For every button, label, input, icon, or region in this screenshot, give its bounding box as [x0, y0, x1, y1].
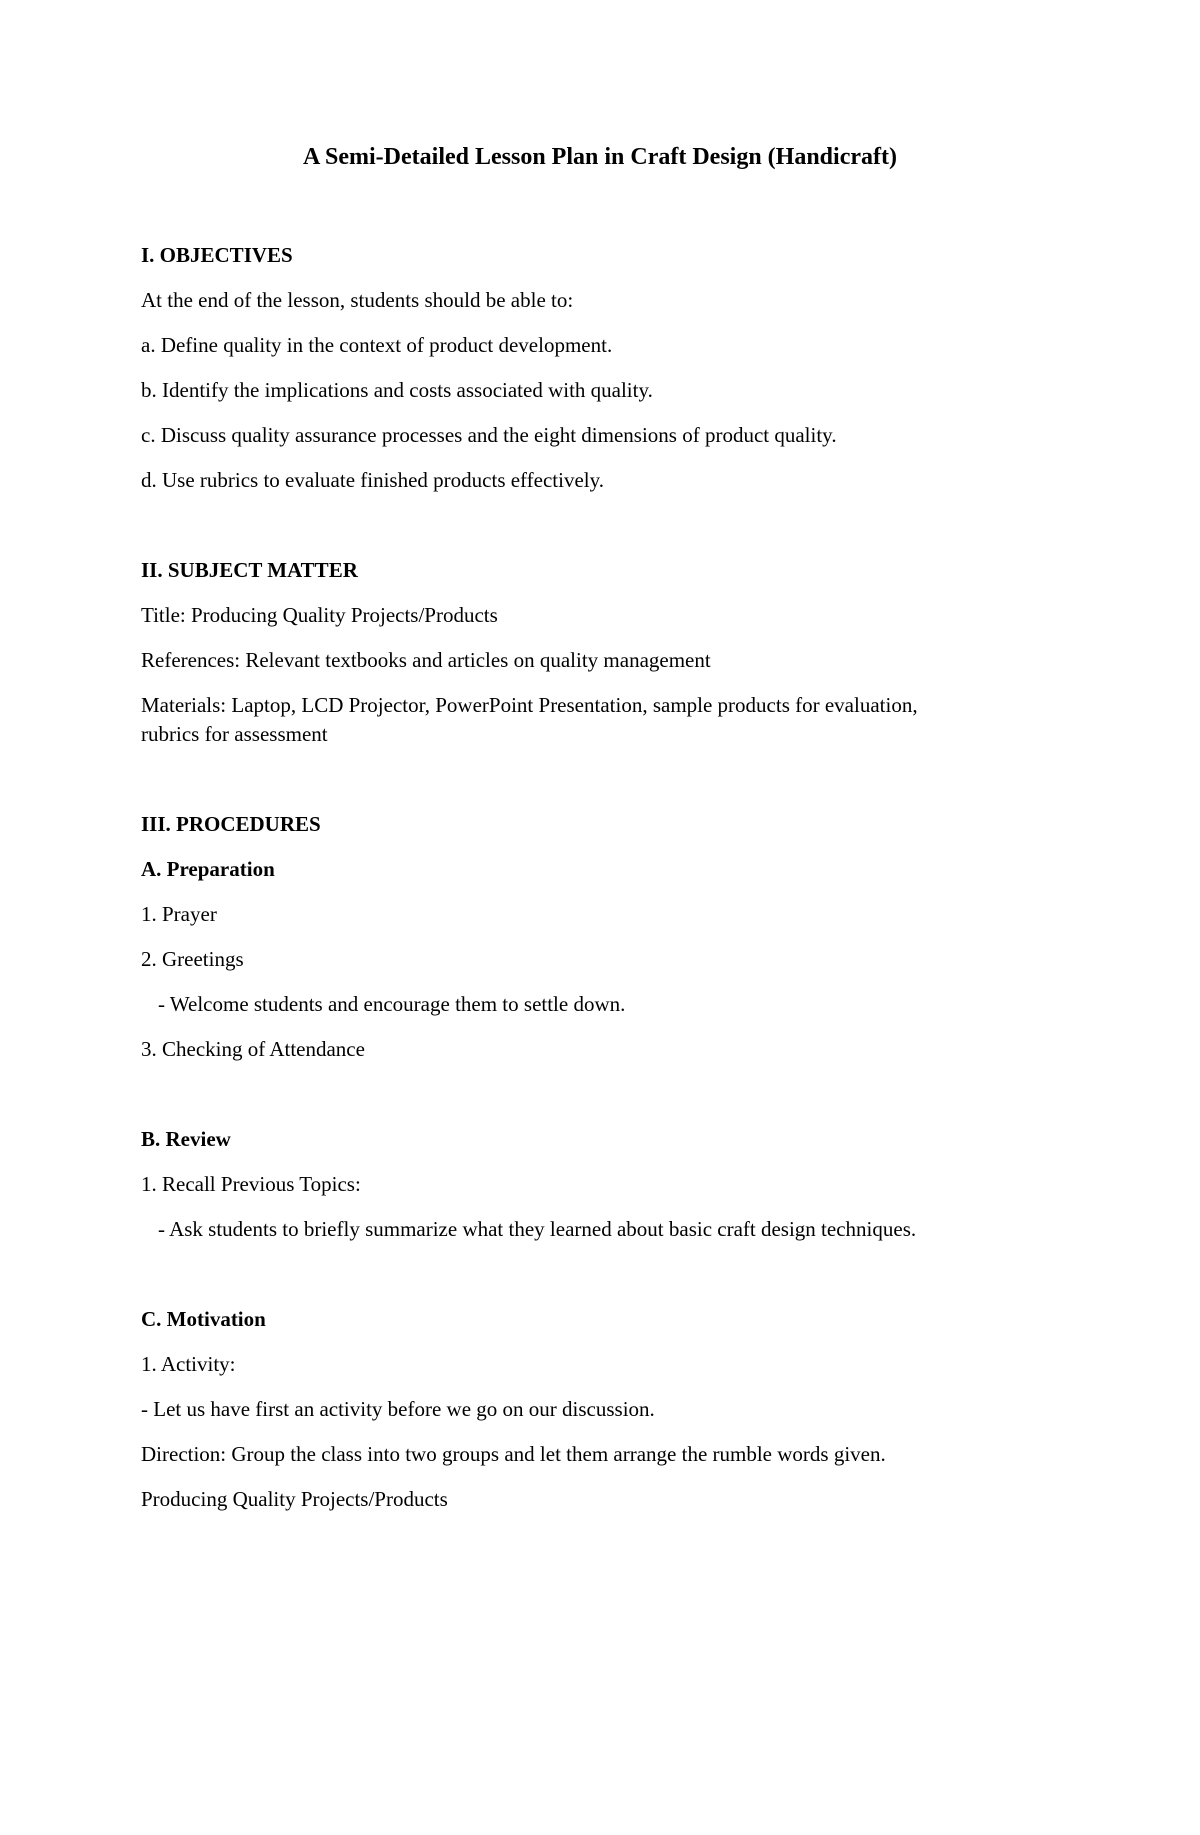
motivation-item: Producing Quality Projects/Products — [141, 1487, 448, 1511]
motivation-direction: Direction: Group the class into two groups and let them arrange the rumble words given. — [141, 1442, 886, 1466]
objectives-heading: I. OBJECTIVES — [141, 243, 293, 267]
preparation-heading: A. Preparation — [141, 857, 275, 881]
subject-references: References: Relevant textbooks and articles on quality management — [141, 648, 711, 672]
document-title: A Semi-Detailed Lesson Plan in Craft Design (Handicraft) — [303, 144, 897, 170]
objective-item: d. Use rubrics to evaluate finished products effectively. — [141, 468, 605, 492]
objective-item: a. Define quality in the context of product development. — [141, 333, 613, 357]
preparation-item: 1. Prayer — [141, 902, 217, 926]
subject-matter-heading: II. SUBJECT MATTER — [141, 558, 358, 582]
objectives-intro: At the end of the lesson, students should be able to: — [141, 288, 574, 312]
preparation-item: 3. Checking of Attendance — [141, 1037, 365, 1061]
review-item: 1. Recall Previous Topics: — [141, 1172, 361, 1196]
objective-item: c. Discuss quality assurance processes and the eight dimensions of product quality. — [141, 423, 837, 447]
subject-materials-line1: Materials: Laptop, LCD Projector, PowerPoint Presentation, sample products for evaluation, — [141, 693, 918, 717]
preparation-subitem: - Welcome students and encourage them to settle down. — [158, 992, 626, 1016]
subject-materials-line2: rubrics for assessment — [141, 722, 328, 746]
motivation-heading: C. Motivation — [141, 1307, 266, 1331]
objective-item: b. Identify the implications and costs associated with quality. — [141, 378, 653, 402]
motivation-item: 1. Activity: — [141, 1352, 236, 1376]
motivation-item: - Let us have first an activity before we go on our discussion. — [141, 1397, 655, 1421]
subject-title: Title: Producing Quality Projects/Products — [141, 603, 498, 627]
review-subitem: - Ask students to briefly summarize what they learned about basic craft design techniques. — [158, 1217, 917, 1241]
review-heading: B. Review — [141, 1127, 231, 1151]
procedures-heading: III. PROCEDURES — [141, 812, 321, 836]
preparation-item: 2. Greetings — [141, 947, 244, 971]
